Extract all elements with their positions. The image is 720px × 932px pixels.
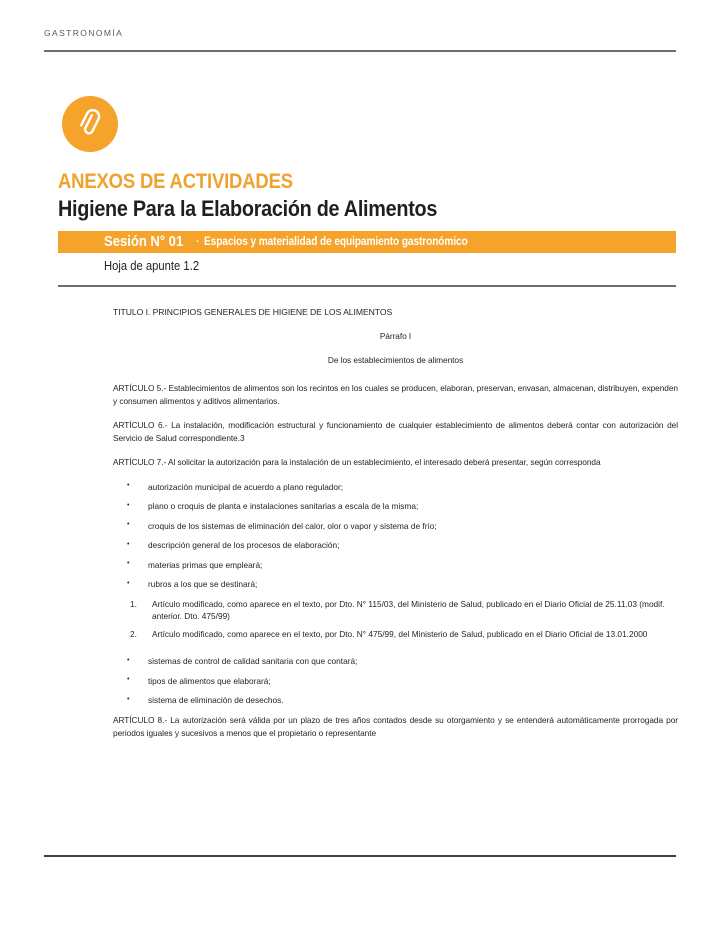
- article-8-paragraph: ARTÍCULO 8.- La autorización será válida por un plazo de tres años contados desde su otorgamiento y se entenderá automáticamente prorrogada por periodos iguales y sucesivos a menos que el propietario o representante: [113, 714, 678, 739]
- requirements-list-2: [113, 655, 678, 706]
- session-banner: [58, 231, 676, 253]
- list-item: • sistema de eliminación de desechos.: [113, 694, 678, 706]
- list-item: • descripción general de los procesos de elaboración;: [113, 539, 678, 551]
- paperclip-icon: [75, 109, 105, 139]
- article-7-paragraph: ARTÍCULO 7.- Al solicitar la autorización para la instalación de un establecimiento, el interesado deberá presentar, según corresponda: [113, 457, 601, 468]
- spacer: [113, 646, 678, 655]
- paragraph-heading-2: De los establecimientos de alimentos: [327, 355, 464, 366]
- footer-divider: [44, 855, 676, 857]
- header-block-divider: [58, 285, 676, 287]
- list-item: Artículo modificado, como aparece en el texto, por Dto. N° 115/03, del Ministerio de Salud, publicado en el Diario Oficial de 25.11.03 (modif. anterior. Dto. 475/99): [152, 598, 665, 622]
- section-title: TITULO I. PRINCIPIOS GENERALES DE HIGIENE DE LOS ALIMENTOS: [113, 307, 393, 317]
- article-5-paragraph: ARTÍCULO 5.- Establecimientos de alimentos son los recintos en los cuales se producen, elaboran, preservan, envasan, almacenan, distribuyen, expenden y consumen alimentos y aditivos alimentarios.: [113, 382, 678, 406]
- list-item: • autorización municipal de acuerdo a plano regulador;: [113, 481, 678, 493]
- page-kicker: ANEXOS DE ACTIVIDADES: [58, 170, 293, 193]
- list-item: • sistemas de control de calidad sanitaria con que contará;: [113, 655, 678, 667]
- list-item: • croquis de los sistemas de eliminación del calor, olor o vapor y sistema de frío;: [113, 520, 678, 532]
- session-subtitle: Espacios y materialidad de equipamiento gastronómico: [203, 236, 468, 248]
- list-item: Artículo modificado, como aparece en el texto, por Dto. N° 475/99, del Ministerio de Salud, publicado en el Diario Oficial de 13.01.2000: [152, 628, 648, 639]
- page-title: Higiene Para la Elaboración de Alimentos: [58, 196, 438, 221]
- requirements-list-1: [113, 481, 678, 591]
- article-6-paragraph: ARTÍCULO 6.- La instalación, modificación estructural y funcionamiento de cualquier establecimiento de alimentos deberá contar con autorización del Servicio de Salud correspondiente.3: [113, 420, 678, 444]
- header-divider: [44, 50, 676, 52]
- session-separator: ·: [196, 236, 200, 248]
- list-item: • rubros a los que se destinará;: [113, 578, 678, 590]
- paperclip-badge: [62, 96, 118, 152]
- document-body: [113, 306, 678, 751]
- list-item: • materias primas que empleará;: [113, 559, 678, 571]
- sheet-label: Hoja de apunte 1.2: [104, 259, 200, 273]
- running-head: GASTRONOMÍA: [44, 28, 124, 38]
- list-item: • plano o croquis de planta e instalaciones sanitarias a escala de la misma;: [113, 500, 678, 512]
- footnotes-list: [113, 598, 678, 641]
- session-number: Sesión N° 01: [104, 234, 184, 250]
- paragraph-heading-1: Párrafo I: [379, 331, 412, 342]
- list-item: • tipos de alimentos que elaborará;: [113, 675, 678, 687]
